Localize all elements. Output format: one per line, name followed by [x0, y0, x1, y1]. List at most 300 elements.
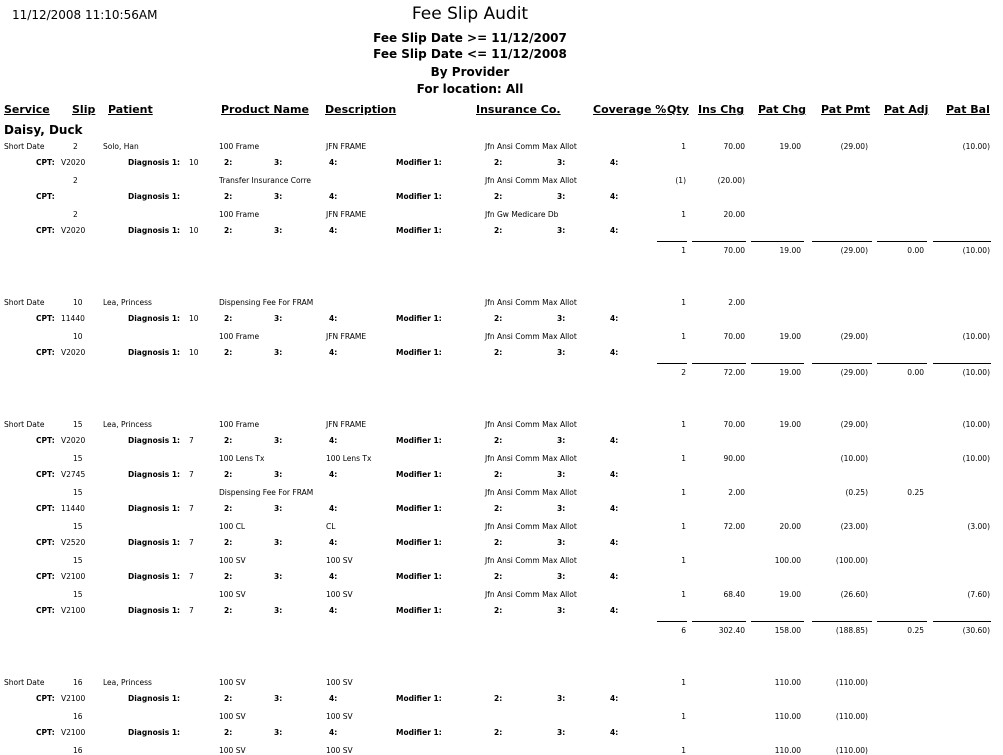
row-description: JFN FRAME: [326, 332, 367, 341]
diagnosis-code: 10: [189, 314, 199, 323]
row-qty: 1: [681, 712, 686, 721]
modifier-4-label: 4:: [610, 348, 619, 357]
row-patChg: 20.00: [779, 522, 801, 531]
diagnosis-label: Diagnosis 1:: [128, 728, 181, 737]
diagnosis-label: Diagnosis 1:: [128, 436, 181, 445]
cpt-label: CPT:: [36, 348, 55, 357]
diagnosis-label: Diagnosis 1:: [128, 538, 181, 547]
diagnosis-code: 7: [189, 504, 194, 513]
modifier-3-label: 3:: [557, 606, 566, 615]
modifier-4-label: 4:: [610, 314, 619, 323]
criteria-date-to: Fee Slip Date <= 11/12/2008: [373, 47, 567, 61]
total-rule: [933, 363, 991, 364]
diagnosis-3-label: 3:: [274, 728, 283, 737]
total-rule: [933, 241, 991, 242]
diagnosis-3-label: 3:: [274, 694, 283, 703]
total-rule: [751, 621, 804, 622]
col-pat-pmt: Pat Pmt: [821, 103, 871, 116]
total-patChg: 19.00: [779, 368, 801, 377]
diagnosis-3-label: 3:: [274, 470, 283, 479]
row-description: CL: [326, 522, 336, 531]
provider-name: Daisy, Duck: [4, 123, 83, 137]
diagnosis-2-label: 2:: [224, 606, 233, 615]
modifier-3-label: 3:: [557, 192, 566, 201]
row-description: 100 SV: [326, 590, 353, 599]
modifier-2-label: 2:: [494, 348, 503, 357]
total-qty: 1: [681, 246, 686, 255]
row-product: 100 SV: [219, 746, 246, 755]
row-service: Short Date: [4, 678, 45, 687]
cpt-label: CPT:: [36, 192, 55, 201]
row-product: 100 CL: [219, 522, 246, 531]
diagnosis-label: Diagnosis 1:: [128, 470, 181, 479]
row-patAdj: 0.25: [907, 488, 924, 497]
diagnosis-3-label: 3:: [274, 226, 283, 235]
modifier-3-label: 3:: [557, 314, 566, 323]
row-patChg: 19.00: [779, 332, 801, 341]
row-description: JFN FRAME: [326, 420, 367, 429]
cpt-label: CPT:: [36, 470, 55, 479]
diagnosis-4-label: 4:: [329, 470, 338, 479]
diagnosis-4-label: 4:: [329, 694, 338, 703]
row-patPmt: (23.00): [840, 522, 868, 531]
modifier-label: Modifier 1:: [396, 314, 442, 323]
modifier-3-label: 3:: [557, 694, 566, 703]
cpt-code: V2100: [61, 572, 86, 581]
total-patPmt: (188.85): [835, 626, 868, 635]
col-pat-chg: Pat Chg: [758, 103, 807, 116]
diagnosis-2-label: 2:: [224, 538, 233, 547]
row-patChg: 110.00: [774, 678, 801, 687]
diagnosis-label: Diagnosis 1:: [128, 348, 181, 357]
cpt-code: V2100: [61, 694, 86, 703]
row-insChg: 2.00: [728, 298, 745, 307]
row-slip: 15: [73, 454, 83, 463]
modifier-4-label: 4:: [610, 538, 619, 547]
row-slip: 15: [73, 556, 83, 565]
diagnosis-2-label: 2:: [224, 192, 233, 201]
modifier-label: Modifier 1:: [396, 572, 442, 581]
report-title: Fee Slip Audit: [411, 4, 529, 24]
row-slip: 2: [73, 176, 78, 185]
row-insChg: 70.00: [723, 332, 745, 341]
row-insurance: Jfn Ansi Comm Max Allot: [485, 556, 577, 565]
diagnosis-code: 7: [189, 572, 194, 581]
cpt-label: CPT:: [36, 606, 55, 615]
diagnosis-4-label: 4:: [329, 348, 338, 357]
row-patPmt: (110.00): [835, 746, 868, 755]
modifier-4-label: 4:: [610, 504, 619, 513]
modifier-2-label: 2:: [494, 436, 503, 445]
row-patPmt: (110.00): [835, 712, 868, 721]
row-insChg: 2.00: [728, 488, 745, 497]
row-qty: 1: [681, 332, 686, 341]
row-patBal: (7.60): [967, 590, 990, 599]
row-patPmt: (110.00): [835, 678, 868, 687]
row-qty: 1: [681, 556, 686, 565]
total-patChg: 19.00: [779, 246, 801, 255]
modifier-4-label: 4:: [610, 192, 619, 201]
row-slip: 10: [73, 332, 83, 341]
diagnosis-2-label: 2:: [224, 436, 233, 445]
modifier-2-label: 2:: [494, 694, 503, 703]
diagnosis-label: Diagnosis 1:: [128, 314, 181, 323]
cpt-label: CPT:: [36, 314, 55, 323]
modifier-4-label: 4:: [610, 470, 619, 479]
total-patAdj: 0.25: [907, 626, 924, 635]
col-pat-bal: Pat Bal: [946, 103, 990, 116]
total-rule: [692, 363, 746, 364]
cpt-label: CPT:: [36, 728, 55, 737]
total-rule: [692, 621, 746, 622]
row-qty: 1: [681, 746, 686, 755]
row-product: 100 Frame: [219, 210, 260, 219]
modifier-label: Modifier 1:: [396, 504, 442, 513]
row-qty: 1: [681, 488, 686, 497]
diagnosis-2-label: 2:: [224, 348, 233, 357]
cpt-code: V2520: [61, 538, 86, 547]
diagnosis-code: 7: [189, 470, 194, 479]
row-slip: 15: [73, 522, 83, 531]
diagnosis-label: Diagnosis 1:: [128, 694, 181, 703]
modifier-label: Modifier 1:: [396, 470, 442, 479]
diagnosis-3-label: 3:: [274, 572, 283, 581]
row-patChg: 19.00: [779, 420, 801, 429]
diagnosis-3-label: 3:: [274, 192, 283, 201]
total-rule: [812, 363, 872, 364]
modifier-4-label: 4:: [610, 226, 619, 235]
row-slip: 16: [73, 712, 83, 721]
row-description: 100 SV: [326, 712, 353, 721]
col-product-name: Product Name: [221, 103, 309, 116]
modifier-3-label: 3:: [557, 226, 566, 235]
modifier-3-label: 3:: [557, 348, 566, 357]
row-patient: Lea, Princess: [103, 298, 152, 307]
modifier-4-label: 4:: [610, 694, 619, 703]
total-rule: [877, 621, 927, 622]
total-rule: [812, 621, 872, 622]
total-rule: [657, 241, 687, 242]
row-qty: 1: [681, 678, 686, 687]
row-patChg: 100.00: [774, 556, 801, 565]
modifier-label: Modifier 1:: [396, 538, 442, 547]
row-patBal: (3.00): [967, 522, 990, 531]
diagnosis-3-label: 3:: [274, 348, 283, 357]
diagnosis-3-label: 3:: [274, 436, 283, 445]
row-qty: 1: [681, 142, 686, 151]
total-rule: [877, 241, 927, 242]
diagnosis-code: 10: [189, 226, 199, 235]
col-service: Service: [4, 103, 50, 116]
row-insurance: Jfn Ansi Comm Max Allot: [485, 590, 577, 599]
diagnosis-4-label: 4:: [329, 158, 338, 167]
total-rule: [657, 363, 687, 364]
modifier-label: Modifier 1:: [396, 606, 442, 615]
diagnosis-label: Diagnosis 1:: [128, 192, 181, 201]
row-insurance: Jfn Ansi Comm Max Allot: [485, 522, 577, 531]
row-insChg: 70.00: [723, 142, 745, 151]
row-product: 100 Frame: [219, 332, 260, 341]
row-product: 100 SV: [219, 556, 246, 565]
criteria-location: For location: All: [416, 82, 524, 96]
modifier-3-label: 3:: [557, 158, 566, 167]
diagnosis-label: Diagnosis 1:: [128, 606, 181, 615]
row-product: 100 SV: [219, 590, 246, 599]
diagnosis-4-label: 4:: [329, 436, 338, 445]
row-patBal: (10.00): [962, 142, 990, 151]
row-insurance: Jfn Ansi Comm Max Allot: [485, 176, 577, 185]
total-rule: [692, 241, 746, 242]
total-patAdj: 0.00: [907, 368, 924, 377]
row-insurance: Jfn Ansi Comm Max Allot: [485, 420, 577, 429]
modifier-2-label: 2:: [494, 314, 503, 323]
row-insurance: Jfn Ansi Comm Max Allot: [485, 332, 577, 341]
total-patBal: (10.00): [962, 246, 990, 255]
row-qty: 1: [681, 298, 686, 307]
cpt-label: CPT:: [36, 226, 55, 235]
row-patPmt: (29.00): [840, 420, 868, 429]
diagnosis-2-label: 2:: [224, 694, 233, 703]
row-product: 100 Lens Tx: [219, 454, 265, 463]
row-insurance: Jfn Ansi Comm Max Allot: [485, 298, 577, 307]
modifier-label: Modifier 1:: [396, 226, 442, 235]
total-patAdj: 0.00: [907, 246, 924, 255]
cpt-code: V2100: [61, 606, 86, 615]
modifier-2-label: 2:: [494, 192, 503, 201]
diagnosis-label: Diagnosis 1:: [128, 226, 181, 235]
modifier-3-label: 3:: [557, 728, 566, 737]
row-product: Transfer Insurance Corre: [219, 176, 312, 185]
diagnosis-3-label: 3:: [274, 504, 283, 513]
modifier-label: Modifier 1:: [396, 348, 442, 357]
diagnosis-4-label: 4:: [329, 314, 338, 323]
criteria-date-from: Fee Slip Date >= 11/12/2007: [373, 31, 567, 45]
diagnosis-label: Diagnosis 1:: [128, 158, 181, 167]
total-patPmt: (29.00): [840, 246, 868, 255]
diagnosis-4-label: 4:: [329, 728, 338, 737]
row-slip: 16: [73, 746, 83, 755]
diagnosis-4-label: 4:: [329, 226, 338, 235]
col-pat-adj: Pat Adj: [884, 103, 929, 116]
row-description: 100 SV: [326, 556, 353, 565]
row-insChg: (20.00): [717, 176, 745, 185]
row-product: 100 Frame: [219, 420, 260, 429]
modifier-4-label: 4:: [610, 606, 619, 615]
total-patBal: (10.00): [962, 368, 990, 377]
total-patChg: 158.00: [774, 626, 801, 635]
row-insurance: Jfn Ansi Comm Max Allot: [485, 488, 577, 497]
modifier-2-label: 2:: [494, 158, 503, 167]
row-patBal: (10.00): [962, 454, 990, 463]
modifier-label: Modifier 1:: [396, 192, 442, 201]
col-slip: Slip: [72, 103, 96, 116]
row-patient: Solo, Han: [103, 142, 139, 151]
row-slip: 16: [73, 678, 83, 687]
diagnosis-2-label: 2:: [224, 504, 233, 513]
modifier-4-label: 4:: [610, 158, 619, 167]
row-patPmt: (26.60): [840, 590, 868, 599]
diagnosis-2-label: 2:: [224, 226, 233, 235]
row-patChg: 110.00: [774, 746, 801, 755]
total-rule: [751, 363, 804, 364]
criteria-grouping: By Provider: [430, 65, 510, 79]
row-slip: 2: [73, 142, 78, 151]
row-service: Short Date: [4, 420, 45, 429]
col-ins-chg: Ins Chg: [698, 103, 745, 116]
diagnosis-label: Diagnosis 1:: [128, 504, 181, 513]
diagnosis-4-label: 4:: [329, 504, 338, 513]
modifier-3-label: 3:: [557, 572, 566, 581]
cpt-label: CPT:: [36, 538, 55, 547]
cpt-code: V2020: [61, 436, 86, 445]
modifier-3-label: 3:: [557, 538, 566, 547]
cpt-label: CPT:: [36, 158, 55, 167]
modifier-2-label: 2:: [494, 538, 503, 547]
diagnosis-code: 7: [189, 538, 194, 547]
modifier-2-label: 2:: [494, 606, 503, 615]
total-patPmt: (29.00): [840, 368, 868, 377]
row-patChg: 19.00: [779, 142, 801, 151]
cpt-code: V2100: [61, 728, 86, 737]
modifier-label: Modifier 1:: [396, 436, 442, 445]
modifier-label: Modifier 1:: [396, 158, 442, 167]
row-slip: 10: [73, 298, 83, 307]
row-patPmt: (29.00): [840, 142, 868, 151]
cpt-label: CPT:: [36, 694, 55, 703]
cpt-label: CPT:: [36, 436, 55, 445]
cpt-code: V2020: [61, 348, 86, 357]
row-patPmt: (0.25): [845, 488, 868, 497]
row-slip: 15: [73, 590, 83, 599]
cpt-label: CPT:: [36, 572, 55, 581]
total-patBal: (30.60): [962, 626, 990, 635]
row-insChg: 90.00: [723, 454, 745, 463]
modifier-4-label: 4:: [610, 436, 619, 445]
row-description: JFN FRAME: [326, 142, 367, 151]
total-rule: [877, 363, 927, 364]
diagnosis-2-label: 2:: [224, 728, 233, 737]
modifier-4-label: 4:: [610, 728, 619, 737]
row-qty: 1: [681, 590, 686, 599]
total-rule: [751, 241, 804, 242]
cpt-label: CPT:: [36, 504, 55, 513]
col-insurance: Insurance Co.: [476, 103, 561, 116]
row-insurance: Jfn Ansi Comm Max Allot: [485, 142, 577, 151]
row-patBal: (10.00): [962, 332, 990, 341]
row-patPmt: (29.00): [840, 332, 868, 341]
diagnosis-code: 7: [189, 436, 194, 445]
diagnosis-4-label: 4:: [329, 606, 338, 615]
total-rule: [657, 621, 687, 622]
row-patBal: (10.00): [962, 420, 990, 429]
total-qty: 2: [681, 368, 686, 377]
row-service: Short Date: [4, 298, 45, 307]
modifier-3-label: 3:: [557, 436, 566, 445]
diagnosis-3-label: 3:: [274, 538, 283, 547]
row-qty: 1: [681, 454, 686, 463]
diagnosis-2-label: 2:: [224, 158, 233, 167]
diagnosis-code: 10: [189, 348, 199, 357]
modifier-label: Modifier 1:: [396, 694, 442, 703]
cpt-code: V2745: [61, 470, 86, 479]
row-insChg: 20.00: [723, 210, 745, 219]
diagnosis-4-label: 4:: [329, 538, 338, 547]
row-patChg: 19.00: [779, 590, 801, 599]
row-insurance: Jfn Ansi Comm Max Allot: [485, 454, 577, 463]
modifier-2-label: 2:: [494, 470, 503, 479]
total-qty: 6: [681, 626, 686, 635]
row-insChg: 70.00: [723, 420, 745, 429]
row-qty: 1: [681, 210, 686, 219]
row-patChg: 110.00: [774, 712, 801, 721]
modifier-label: Modifier 1:: [396, 728, 442, 737]
row-insChg: 72.00: [723, 522, 745, 531]
diagnosis-3-label: 3:: [274, 606, 283, 615]
cpt-code: 11440: [61, 504, 85, 513]
row-patPmt: (100.00): [835, 556, 868, 565]
total-insChg: 302.40: [718, 626, 745, 635]
row-insChg: 68.40: [723, 590, 745, 599]
cpt-code: V2020: [61, 226, 86, 235]
modifier-2-label: 2:: [494, 572, 503, 581]
row-description: JFN FRAME: [326, 210, 367, 219]
row-product: Dispensing Fee For FRAM: [219, 488, 314, 497]
modifier-2-label: 2:: [494, 226, 503, 235]
diagnosis-label: Diagnosis 1:: [128, 572, 181, 581]
col-qty: Qty: [667, 103, 689, 116]
diagnosis-code: 7: [189, 606, 194, 615]
diagnosis-4-label: 4:: [329, 192, 338, 201]
row-description: 100 Lens Tx: [326, 454, 372, 463]
row-patient: Lea, Princess: [103, 420, 152, 429]
row-product: 100 Frame: [219, 142, 260, 151]
row-qty: 1: [681, 420, 686, 429]
row-insurance: Jfn Gw Medicare Db: [485, 210, 559, 219]
row-slip: 2: [73, 210, 78, 219]
modifier-2-label: 2:: [494, 728, 503, 737]
diagnosis-4-label: 4:: [329, 572, 338, 581]
diagnosis-3-label: 3:: [274, 158, 283, 167]
modifier-2-label: 2:: [494, 504, 503, 513]
total-insChg: 72.00: [723, 368, 745, 377]
total-insChg: 70.00: [723, 246, 745, 255]
row-product: Dispensing Fee For FRAM: [219, 298, 314, 307]
diagnosis-2-label: 2:: [224, 314, 233, 323]
row-qty: 1: [681, 522, 686, 531]
row-service: Short Date: [4, 142, 45, 151]
row-product: 100 SV: [219, 678, 246, 687]
report-timestamp: 11/12/2008 11:10:56AM: [12, 8, 158, 22]
modifier-3-label: 3:: [557, 470, 566, 479]
diagnosis-2-label: 2:: [224, 470, 233, 479]
cpt-code: V2020: [61, 158, 86, 167]
row-description: 100 SV: [326, 746, 353, 755]
row-product: 100 SV: [219, 712, 246, 721]
col-patient: Patient: [108, 103, 153, 116]
col-coverage: Coverage %: [593, 103, 667, 116]
modifier-4-label: 4:: [610, 572, 619, 581]
row-patPmt: (10.00): [840, 454, 868, 463]
diagnosis-code: 10: [189, 158, 199, 167]
row-slip: 15: [73, 488, 83, 497]
diagnosis-2-label: 2:: [224, 572, 233, 581]
diagnosis-3-label: 3:: [274, 314, 283, 323]
total-rule: [812, 241, 872, 242]
row-patient: Lea, Princess: [103, 678, 152, 687]
total-rule: [933, 621, 991, 622]
col-description: Description: [325, 103, 397, 116]
modifier-3-label: 3:: [557, 504, 566, 513]
